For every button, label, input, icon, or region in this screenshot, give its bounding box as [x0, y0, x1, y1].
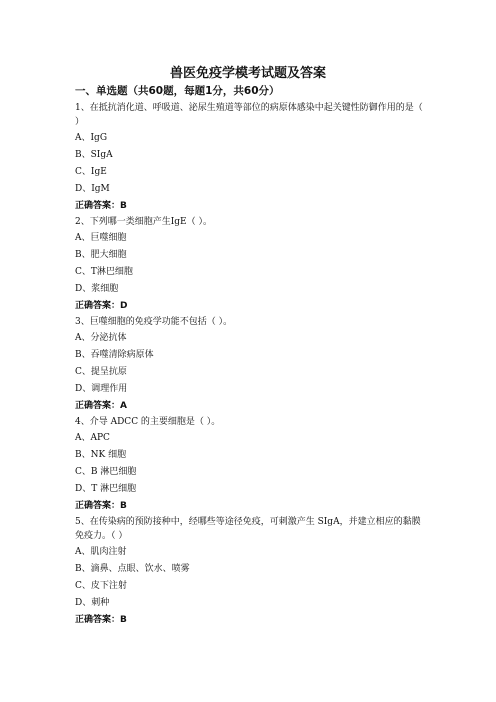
document-title: 兽医免疫学模考试题及答案: [169, 66, 326, 81]
option-b: B、NK 细胞: [75, 450, 127, 460]
question-text: 3、巨噬细胞的免疫学功能不包括（ ）。: [75, 317, 233, 327]
option-c: C、T淋巴细胞: [75, 267, 133, 277]
option-a: A、肌肉注射: [75, 547, 127, 557]
option-b: B、吞噬清除病原体: [75, 350, 154, 360]
question-text: 5、在传染病的预防接种中，经哪些等途径免疫，可刺激产生 SIgA，并建立相应的黏膜免疫力。（ ）: [75, 517, 421, 541]
option-d: D、IgM: [75, 184, 110, 194]
question-block-1: [75, 101, 496, 213]
correct-answer: 正确答案：B: [75, 201, 127, 211]
option-d: D、调理作用: [75, 384, 128, 394]
option-b: B、肥大细胞: [75, 250, 127, 260]
section-heading: 一、单选题（共60题，每题1分，共60分）: [75, 85, 280, 97]
correct-answer: 正确答案：D: [75, 301, 128, 311]
option-b: B、SIgA: [75, 150, 113, 160]
option-a: A、巨噬细胞: [75, 233, 127, 243]
question-block-5: [75, 515, 496, 627]
question-block-3: [75, 315, 496, 413]
correct-answer: 正确答案：B: [75, 615, 127, 625]
option-d: D、刺种: [75, 598, 110, 608]
option-c: C、皮下注射: [75, 581, 127, 591]
option-a: A、分泌抗体: [75, 333, 127, 343]
question-text: 4、介导 ADCC 的主要细胞是（ ）。: [75, 417, 221, 427]
option-a: A、APC: [75, 433, 110, 443]
option-c: C、B 淋巴细胞: [75, 467, 137, 477]
option-d: D、浆细胞: [75, 284, 119, 294]
correct-answer: 正确答案：B: [75, 501, 127, 511]
option-b: B、滴鼻、点眼、饮水、喷雾: [75, 564, 190, 574]
question-text: 2、下列哪一类细胞产生IgE（ ）。: [75, 217, 212, 227]
question-block-2: [75, 215, 496, 313]
option-a: A、IgG: [75, 133, 108, 143]
option-d: D、T 淋巴细胞: [75, 484, 137, 494]
option-c: C、提呈抗原: [75, 367, 127, 377]
question-text: 1、在抵抗消化道、呼吸道、泌尿生殖道等部位的病原体感染中起关键性防御作用的是（ ）: [75, 103, 423, 127]
correct-answer: 正确答案：A: [75, 401, 127, 411]
question-block-4: [75, 415, 496, 513]
option-c: C、IgE: [75, 167, 107, 177]
